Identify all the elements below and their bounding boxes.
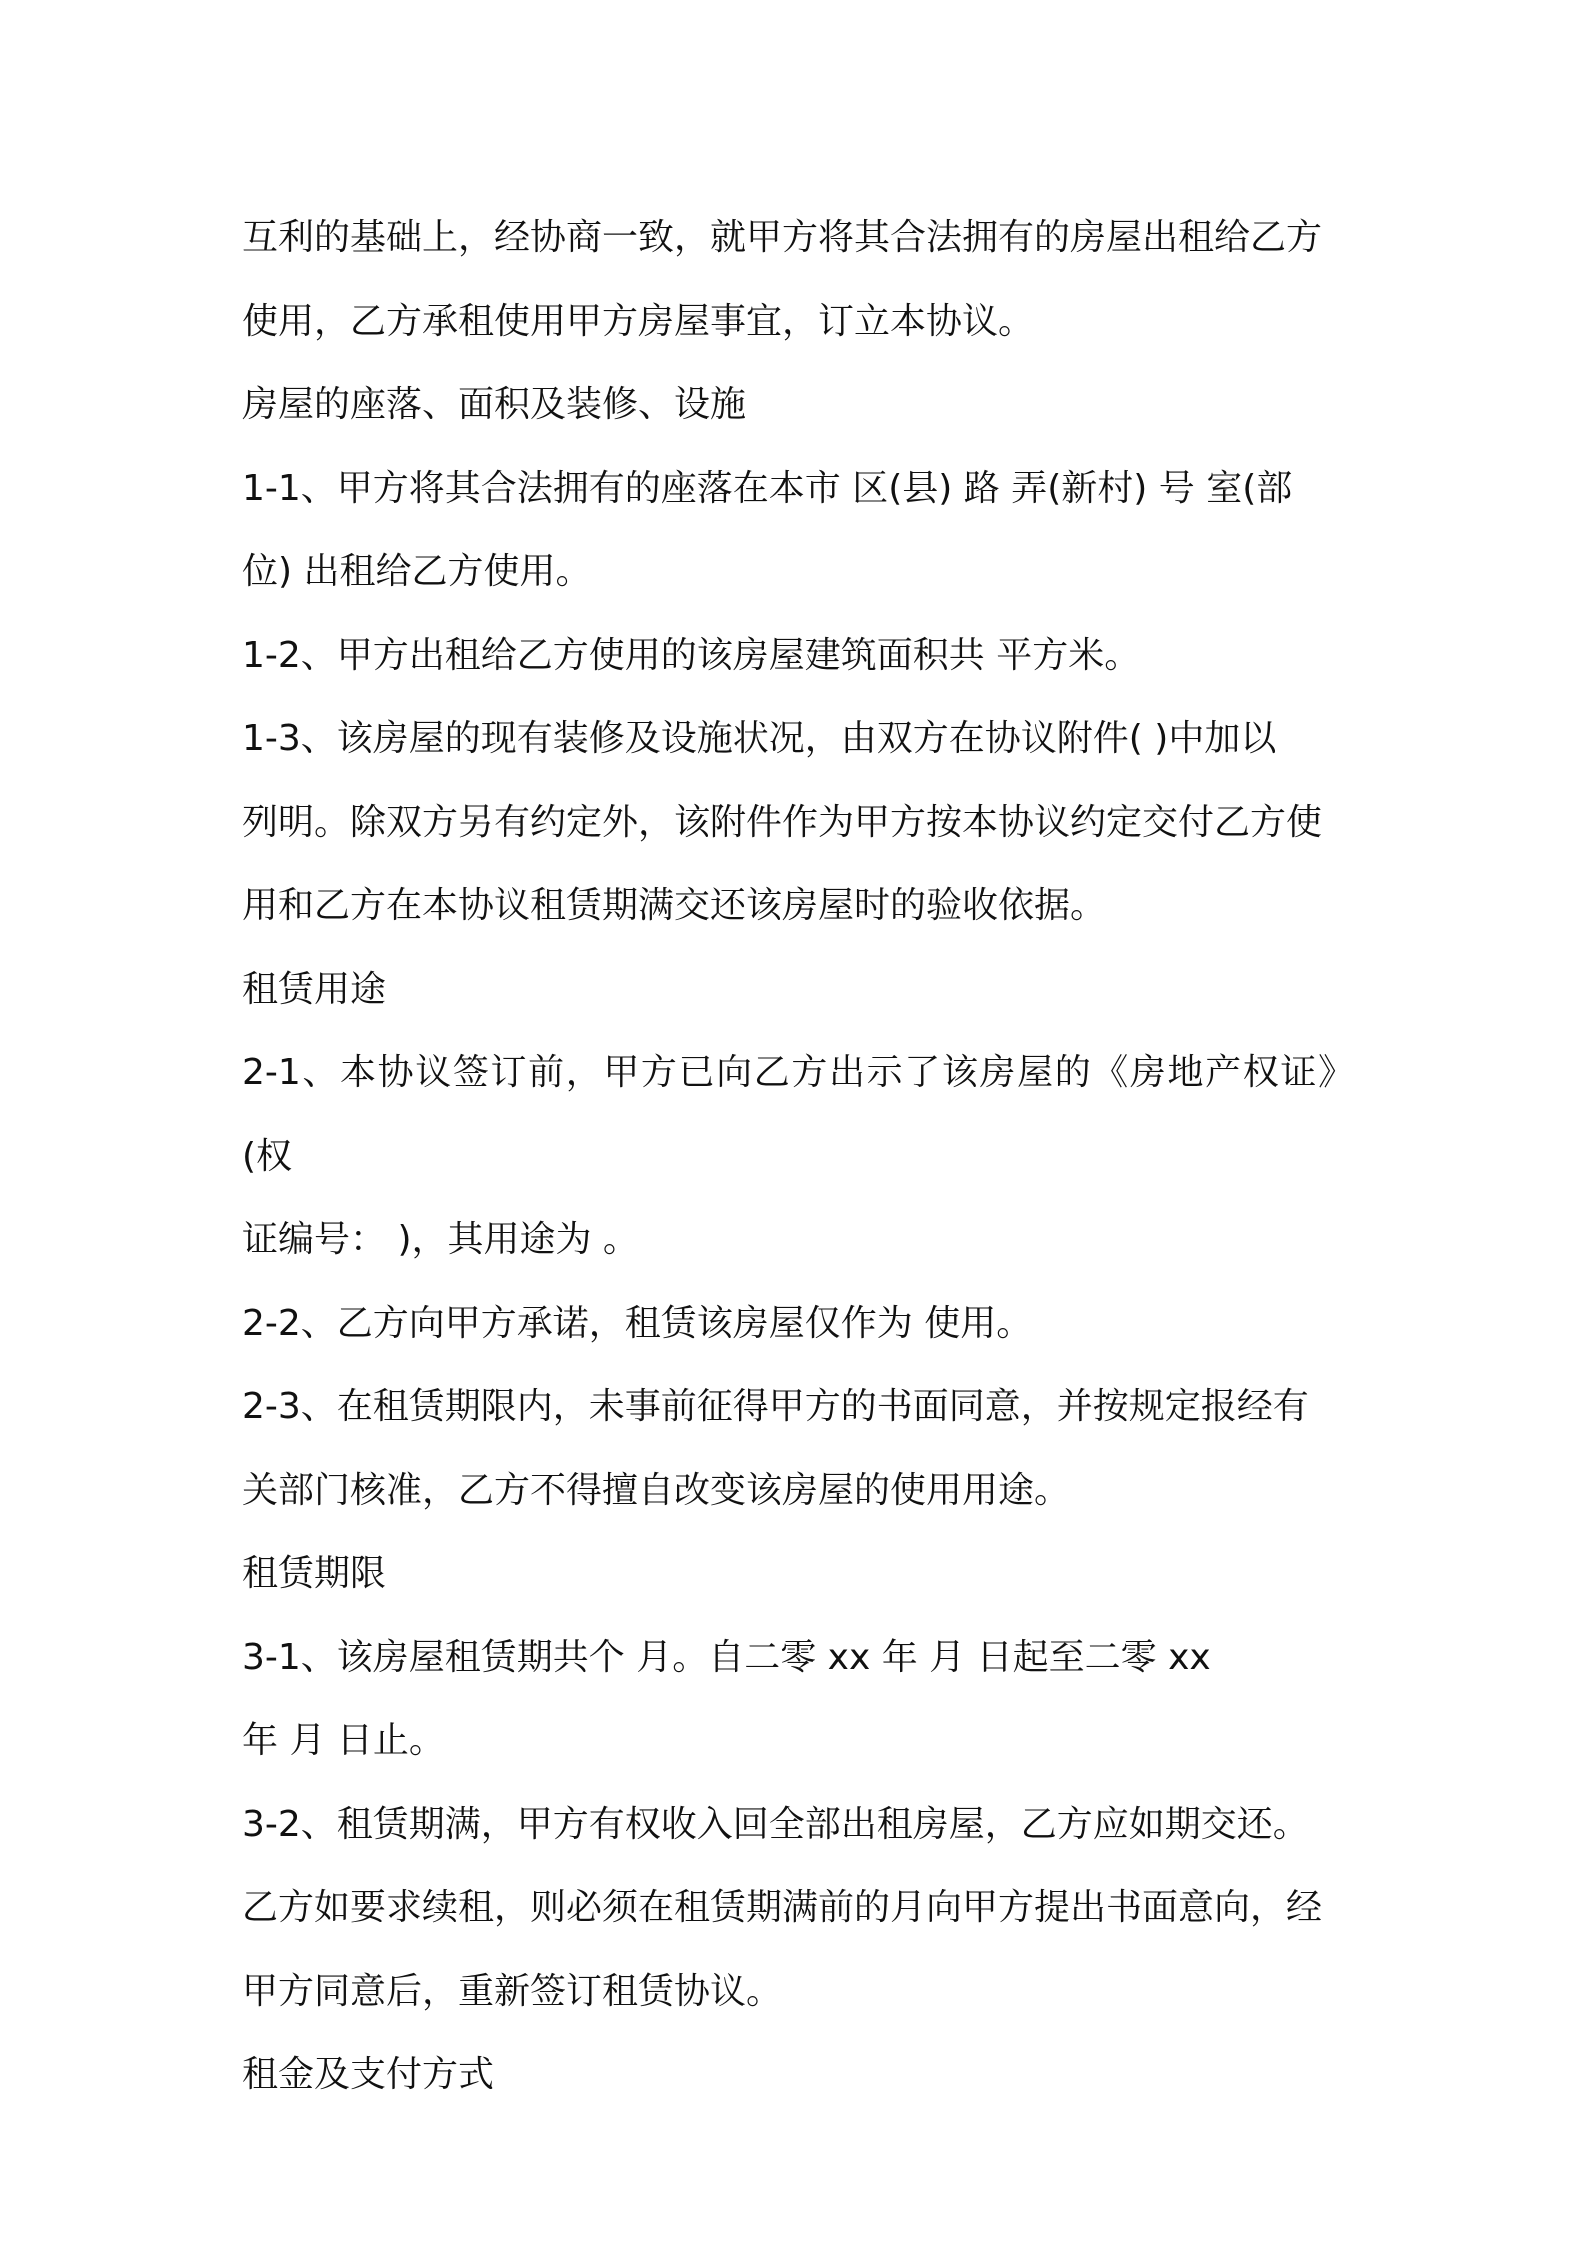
text-line: 3-2、租赁期满，甲方有权收入回全部出租房屋，乙方应如期交还。 <box>242 1803 1309 1845</box>
text-line: 乙方如要求续租，则必须在租赁期满前的月向甲方提出书面意向，经 <box>242 1887 1323 1928</box>
section-heading: 租赁期限 <box>242 1553 387 1594</box>
text-line: 关部门核准，乙方不得擅自改变该房屋的使用用途。 <box>242 1469 1071 1511</box>
text-line: 2-3、在租赁期限内，未事前征得甲方的书面同意，并按规定报经有 <box>242 1386 1309 1427</box>
text-line: 使用，乙方承租使用甲方房屋事宜，订立本协议。 <box>242 300 1035 342</box>
section-heading: 租赁用途 <box>242 968 387 1010</box>
text-line: 2-1、本协议签订前，甲方已向乙方出示了该房屋的《房地产权证》(权 <box>242 1052 1354 1177</box>
document-body <box>242 196 1354 2117</box>
text-line: 3-1、该房屋租赁期共个 月。自二零 xx 年 月 日起至二零 xx <box>242 1636 1211 1678</box>
text-line: 用和乙方在本协议租赁期满交还该房屋时的验收依据。 <box>242 885 1107 926</box>
text-line: 列明。除双方另有约定外，该附件作为甲方按本协议约定交付乙方使 <box>242 801 1323 843</box>
text-line: 甲方同意后，重新签订租赁协议。 <box>242 1970 783 2012</box>
text-line: 2-2、乙方向甲方承诺，租赁该房屋仅作为 使用。 <box>242 1302 1033 1344</box>
section-heading: 房屋的座落、面积及装修、设施 <box>242 384 747 425</box>
text-line: 位) 出租给乙方使用。 <box>242 551 592 592</box>
text-line: 1-3、该房屋的现有装修及设施状况，由双方在协议附件( )中加以 <box>242 718 1277 759</box>
text-line: 1-2、甲方出租给乙方使用的该房屋建筑面积共 平方米。 <box>242 634 1141 676</box>
text-line: 1-1、甲方将其合法拥有的座落在本市 区(县) 路 弄(新村) 号 室(部 <box>242 467 1293 509</box>
text-line: 互利的基础上，经协商一致，就甲方将其合法拥有的房屋出租给乙方 <box>242 217 1323 258</box>
section-heading: 租金及支付方式 <box>242 2054 495 2095</box>
text-line: 证编号： )，其用途为 。 <box>242 1219 639 1260</box>
text-line: 年 月 日止。 <box>242 1720 445 1761</box>
